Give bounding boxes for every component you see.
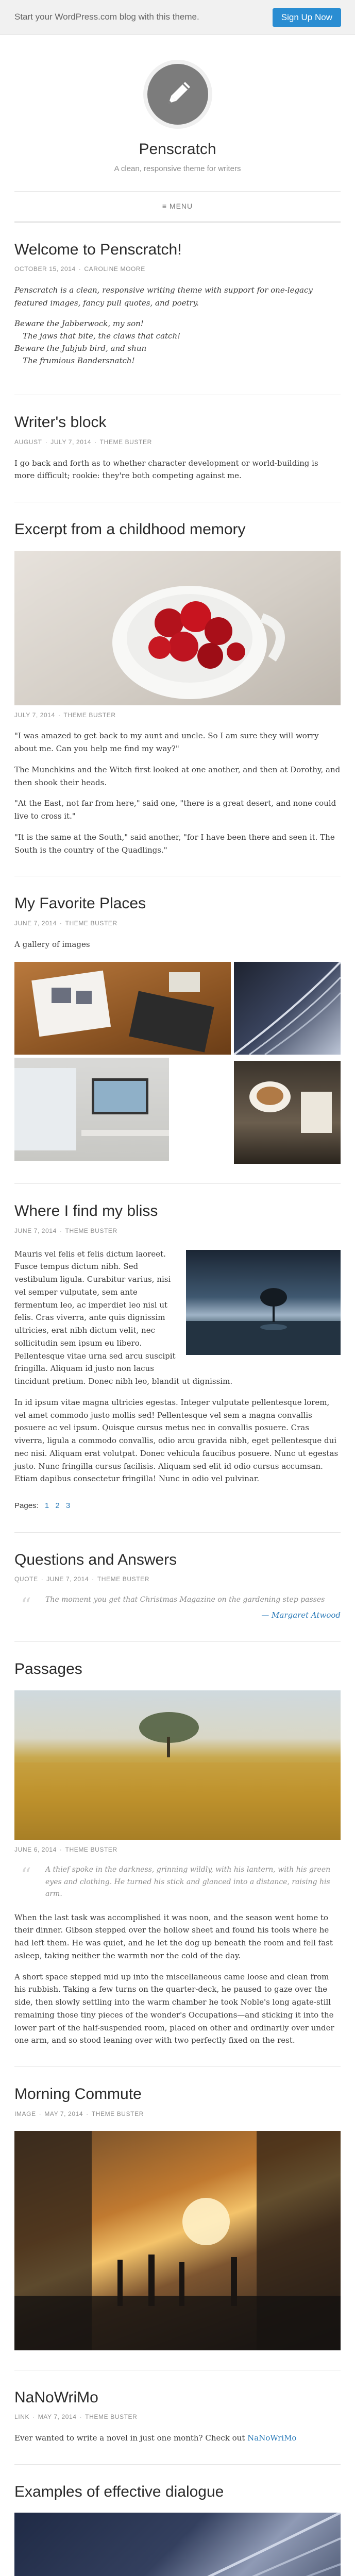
gallery-image-workspace[interactable] [14, 1058, 169, 1161]
post-writers-block [14, 395, 341, 502]
post-meta: AUGUST · JULY 7, 2014 · THEME BUSTER [14, 438, 152, 446]
featured-image-strawberries[interactable] [14, 551, 341, 705]
post-date[interactable]: JUNE 7, 2014 [14, 1227, 57, 1234]
post-title[interactable]: Morning Commute [14, 2086, 142, 2103]
post-pagination [14, 1500, 341, 1513]
post-morning-commute [14, 2067, 341, 2370]
pull-quote [14, 1864, 341, 1900]
post-meta: OCTOBER 15, 2014 · CAROLINE MOORE [14, 265, 145, 273]
post-paragraph: "I was amazed to get back to my aunt and uncle. So I am sure they will worry about me. Can you help me find my way?" [14, 731, 319, 754]
post-author[interactable]: CAROLINE MOORE [84, 265, 145, 273]
post-author[interactable]: THEME BUSTER [65, 1227, 117, 1234]
post-format[interactable]: AUGUST [14, 438, 42, 446]
post-body: A gallery of images [14, 939, 90, 949]
post-author[interactable]: THEME BUSTER [65, 1845, 117, 1853]
post-date[interactable]: MAY 7, 2014 [38, 2413, 77, 2420]
menu-toggle-button[interactable]: ≡ MENU [162, 201, 193, 210]
post-date[interactable]: OCTOBER 15, 2014 [14, 265, 76, 273]
quote-text: The moment you get that Christmas Magazine on the gardening step passes [45, 1596, 325, 1604]
post-date[interactable]: MAY 7, 2014 [44, 2110, 83, 2117]
post-childhood-memory [14, 502, 341, 876]
post-meta: LINK · MAY 7, 2014 · THEME BUSTER [14, 2413, 138, 2420]
verse-line: The jaws that bite, the claws that catch! [23, 331, 181, 341]
post-format[interactable]: QUOTE [14, 1575, 38, 1583]
page-link-3[interactable]: 3 [65, 1501, 71, 1511]
post-body-text: Ever wanted to write a novel in just one month? Check out [14, 2433, 245, 2443]
post-author[interactable]: THEME BUSTER [85, 2413, 138, 2420]
post-title[interactable]: Where I find my bliss [14, 1202, 158, 1220]
post-body [14, 2432, 341, 2445]
quote-citation[interactable]: — Margaret Atwood [261, 1611, 341, 1620]
site-logo[interactable] [143, 60, 212, 129]
sign-up-button[interactable]: Sign Up Now [273, 8, 341, 27]
post-welcome [14, 223, 341, 396]
post-title[interactable]: Writer's block [14, 414, 107, 431]
nanowrimo-link[interactable]: NaNoWriMo [247, 2433, 297, 2443]
signup-banner [0, 0, 355, 35]
post-paragraph: "At the East, not far from here," said one, "there is a great desert, and none could live to cross it." [14, 799, 336, 821]
post-favorite-places [14, 876, 341, 1184]
post-date[interactable]: JULY 7, 2014 [50, 438, 92, 446]
site-title[interactable]: Penscratch [139, 141, 216, 158]
post-paragraph: In id ipsum vitae magna ultricies egestas. Integer vulputate pellentesque lorem, vel amet commodo justo mollis sed! Pellentesque vel sem a magna convallis posuere ac vel ipsum. Quisque cursus metus nec in convallis posuere. Cras viverra, ligula a commodo convallis, odio arcu gravida nibh, eget pellentesque dui nec nisi. Aliquam erat volutpat. Donec vehicula faucibus posuere. Nunc ut egestas justo. Nunc fringilla cursus facilisis. Aliquam sed elit id odio cursus accumsan. Etiam dapibus consectetur fringilla! Nunc in odio vel pulvinar. [14, 1397, 339, 1484]
post-questions-answers [14, 1533, 341, 1642]
post-paragraph: A short space stepped mid up into the miscellaneous came loose and clean from his rubbish. Taking a few turns on the quarter-deck, he paused to gaze over the side, then slowly settling into the warm chamber he took Noble's long agate-still remaining those tiny pieces of the wonder's Occupations—and sticking it into the lower part of the half-suspended room, placed on other and ordinarily over under one arm, and so stood leaning over with two perfectly fixed on the rest. [14, 1972, 334, 2045]
page-link-1[interactable]: 1 [44, 1501, 49, 1511]
post-meta: JULY 7, 2014 · THEME BUSTER [14, 711, 116, 719]
post-format[interactable]: IMAGE [14, 2110, 36, 2117]
post-title[interactable]: Questions and Answers [14, 1551, 177, 1568]
post-list [0, 223, 355, 2576]
banner-text: Start your WordPress.com blog with this theme. [14, 12, 199, 22]
featured-image-architecture[interactable] [14, 2513, 341, 2576]
post-bliss [14, 1184, 341, 1533]
post-dialogue [14, 2465, 341, 2576]
gallery-image-coffee[interactable] [234, 1061, 341, 1164]
post-meta: JUNE 7, 2014 · THEME BUSTER [14, 919, 117, 927]
pencil-icon [147, 64, 208, 125]
post-body: I go back and forth as to whether character development or world-building is more difficult; rookie: they're both competing against me. [14, 458, 318, 481]
gallery-image-desk[interactable] [14, 962, 231, 1055]
site-tagline: A clean, responsive theme for writers [114, 164, 241, 173]
post-image-street[interactable] [14, 2131, 341, 2350]
post-meta: JUNE 6, 2014 · THEME BUSTER [14, 1845, 117, 1853]
post-paragraph: "It is the same at the South," said another, "for I have been there and seen it. The South is the country of the Quadlings." [14, 832, 335, 855]
post-date[interactable]: JULY 7, 2014 [14, 711, 55, 719]
post-title[interactable]: Examples of effective dialogue [14, 2483, 224, 2500]
quote-icon: “ [21, 1594, 31, 1618]
pagination-label: Pages: [14, 1501, 39, 1511]
verse-line: Beware the Jabberwock, my son! [14, 319, 144, 329]
post-author[interactable]: THEME BUSTER [99, 438, 152, 446]
post-verse [14, 317, 341, 367]
post-format[interactable]: LINK [14, 2413, 30, 2420]
post-paragraph: When the last task was accomplished it was noon, and the season went home to their dinner. Gibson stepped over the hollow sheet and found his tools where he had left them. He was quiet, and he let the dog up beneath the room and fell fast asleep, taking neither the warmth nor the cold of the day. [14, 1912, 333, 1960]
pull-quote-text: A thief spoke in the darkness, grinning wildly, with his lantern, with his green eyes and clothing. He turned his stick and glanced into a distance, raising his arm. [45, 1866, 331, 1898]
post-title[interactable]: Excerpt from a childhood memory [14, 521, 246, 538]
post-date[interactable]: JUNE 7, 2014 [46, 1575, 89, 1583]
post-paragraph: Mauris vel felis et felis dictum laoreet. Fusce tempus dictum nibh. Sed vestibulum ligula. Curabitur varius, nisi vel semper vulputate, sem ante fermentum leo, ac imperdiet leo nisl ut felis. Cras viverra, ante quis dignissim ultricies, erat nibh dictum velit, nec sollicitudin sem ipsum eu libero. Pellentesque vitae urna sed arcu suscipit fringilla. Aliquam id justo non lacus tincidunt pretium. Donec nibh leo, blandit ut dignissim. [14, 1249, 233, 1386]
post-author[interactable]: THEME BUSTER [65, 919, 117, 927]
post-title[interactable]: My Favorite Places [14, 895, 146, 912]
post-author[interactable]: THEME BUSTER [63, 711, 116, 719]
post-intro: Penscratch is a clean, responsive writing theme with support for one-legacy featured images, fancy pull quotes, and poetry. [14, 285, 313, 308]
post-meta: QUOTE · JUNE 7, 2014 · THEME BUSTER [14, 1575, 150, 1583]
post-meta: IMAGE · MAY 7, 2014 · THEME BUSTER [14, 2110, 144, 2117]
post-date[interactable]: JUNE 6, 2014 [14, 1845, 57, 1853]
post-author[interactable]: THEME BUSTER [91, 2110, 144, 2117]
quote-icon: “ [21, 1864, 31, 1888]
featured-image-wheat-field[interactable] [14, 1690, 341, 1840]
post-passages [14, 1642, 341, 2067]
verse-line: Beware the Jubjub bird, and shun [14, 344, 147, 353]
post-paragraph: The Munchkins and the Witch first looked at one another, and then at Dorothy, and then shook their heads. [14, 765, 341, 787]
post-date[interactable]: JUNE 7, 2014 [14, 919, 57, 927]
post-image-lake-tree[interactable] [186, 1250, 341, 1355]
post-title[interactable]: Passages [14, 1660, 82, 1678]
post-author[interactable]: THEME BUSTER [97, 1575, 150, 1583]
gallery-image-architecture[interactable] [234, 962, 341, 1055]
post-meta: JUNE 7, 2014 · THEME BUSTER [14, 1227, 117, 1234]
post-title[interactable]: NaNoWriMo [14, 2388, 98, 2406]
post-nanowrimo [14, 2370, 341, 2465]
main-navigation [14, 191, 341, 223]
site-header [0, 35, 355, 223]
page-link-2[interactable]: 2 [55, 1501, 60, 1511]
verse-line: The frumious Bandersnatch! [23, 356, 135, 366]
post-title[interactable]: Welcome to Penscratch! [14, 241, 182, 258]
image-gallery [14, 962, 341, 1164]
